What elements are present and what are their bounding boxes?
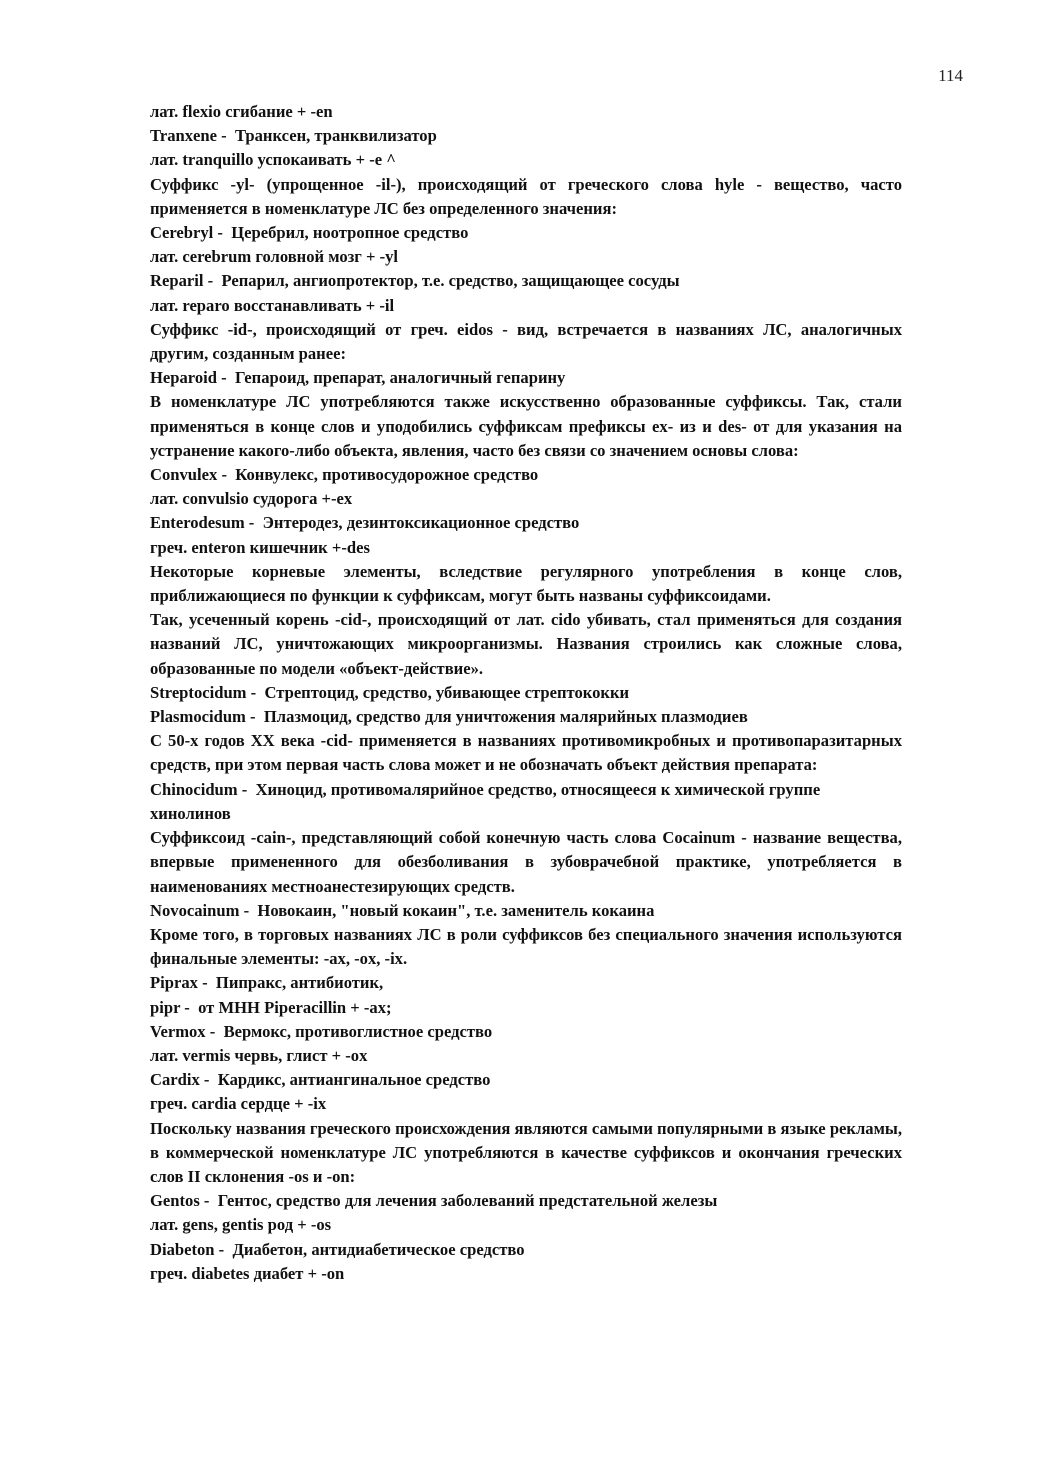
paragraph: Некоторые корневые элементы, вследствие регулярного употребления в конце слов, приближающиеся по функции к суффиксам, могут быть названы суффиксоидами. [150, 561, 902, 606]
drug-name: Enterodesum - [150, 513, 255, 533]
paragraph: С 50-х годов XX века -cid- применяется в названиях противомикробных и противопаразитарных средств, при этом первая часть слова может и не обозначать объект действия препарата: [150, 731, 902, 775]
page-number: 114 [938, 66, 963, 85]
drug-name: Chinocidum - [150, 779, 248, 799]
drug-name: Plasmocidum - [150, 707, 256, 727]
drug-name: Heparoid - [150, 368, 227, 388]
drug-description: Репарил, ангиопротектор, т.е. средство, защищающее сосуды [221, 271, 680, 291]
drug-description: Пипракс, антибиотик, [215, 973, 384, 993]
etymology-line: лат. reparo восстанавливать + -il [150, 295, 395, 315]
paragraph: Поскольку названия греческого происхождения являются самыми популярными в языке рекламы, в коммерческой номенклатуре ЛС употребляются в качестве суффиксов и окончания греческих слов II склонения -os и -on: [150, 1118, 902, 1186]
etymology-line: лат. flexio сгибание + -en [150, 102, 333, 121]
drug-entry [150, 705, 902, 729]
etymology-line: греч. enteron кишечник +-des [150, 537, 370, 557]
drug-description: Плазмоцид, средство для уничтожения малярийных плазмодиев [263, 707, 748, 727]
drug-name: Tranxene - [150, 126, 227, 146]
drug-entry [150, 1068, 902, 1092]
drug-name: Piprax - [150, 973, 208, 993]
paragraph: Кроме того, в торговых названиях ЛС в роли суффиксов без специального значения используются финальные элементы: -ax, -ox, -ix. [150, 924, 902, 969]
drug-description: Кардикс, антиангинальное средство [217, 1070, 491, 1090]
drug-description: Конвулекс, противосудорожное средство [235, 465, 539, 485]
paragraph: Суффиксоид -cain-, представляющий собой конечную часть слова Cocainum - название вещества, впервые примененного для обезболивания в зубоврачебной практике, употребляется в наименованиях местноанестезирующих средств. [150, 828, 902, 896]
drug-description: Стрептоцид, средство, убивающее стрептококки [264, 682, 630, 702]
drug-name: Novocainum - [150, 900, 250, 920]
page-content [150, 100, 902, 1286]
drug-description: Гентос, средство для лечения заболеваний предстательной железы [217, 1191, 718, 1211]
drug-entry [150, 681, 902, 705]
drug-name: Streptocidum - [150, 682, 257, 702]
etymology-line: греч. diabetes диабет + -on [150, 1263, 345, 1283]
drug-name: Gentos - [150, 1191, 210, 1211]
drug-entry [150, 1189, 902, 1213]
drug-description: Церебрил, ноотропное средство [231, 223, 469, 243]
paragraph: В номенклатуре ЛС употребляются также искусственно образованные суффиксы. Так, стали применяться в конце слов и уподобились суффиксам префиксы ex- из и des- от для указания на устранение какого-либо объекта, явления, часто без связи со значением основы слова: [150, 392, 902, 460]
drug-entry [150, 463, 902, 487]
drug-name: Diabeton - [150, 1239, 225, 1259]
drug-description: Гепароид, препарат, аналогичный гепарину [234, 368, 566, 388]
etymology-line: греч. cardia сердце + -ix [150, 1094, 327, 1114]
etymology-line: лат. cerebrum головной мозг + -yl [150, 247, 399, 267]
drug-description: Вермокс, противоглистное средство [223, 1021, 493, 1041]
paragraph: Суффикс -id-, происходящий от греч. eidos - вид, встречается в названиях ЛС, аналогичных другим, созданным ранее: [150, 319, 902, 364]
drug-entry [150, 366, 902, 390]
drug-entry [150, 778, 902, 826]
etymology-line: лат. gens, gentis род + -os [150, 1215, 332, 1235]
paragraph: Суффикс -yl- (упрощенное -il-), происходящий от греческого слова hyle - вещество, часто применяется в номенклатуре ЛС без определенного значения: [150, 174, 902, 218]
etymology-line: лат. convulsio судорога +-ex [150, 489, 353, 509]
drug-name: Reparil - [150, 271, 214, 291]
drug-description: Энтеродез, дезинтоксикационное средство [262, 513, 580, 533]
drug-description: Хиноцид, противомалярийное средство, относящееся к химической группе хинолинов [150, 779, 821, 823]
paragraph: Так, усеченный корень -cid-, происходящий от лат. cido убивать, стал применяться для создания названий ЛС, уничтожающих микроорганизмы. Названия строились как сложные слова, образованные по модели «объект-действие». [150, 610, 902, 678]
drug-entry [150, 899, 902, 923]
drug-name: Cerebryl - [150, 223, 223, 243]
drug-entry [150, 124, 902, 148]
etymology-line: лат. vermis червь, глист + -ox [150, 1045, 368, 1065]
drug-entry [150, 996, 902, 1020]
drug-name: Vermox - [150, 1021, 216, 1041]
drug-entry [150, 511, 902, 535]
drug-description: Транксен, транквилизатор [234, 126, 437, 146]
drug-description: Новокаин, "новый кокаин", т.е. заменитель кокаина [257, 900, 655, 920]
drug-entry [150, 1238, 902, 1262]
drug-name: pipr - [150, 997, 190, 1017]
drug-name: Cardix - [150, 1070, 210, 1090]
drug-entry [150, 221, 902, 245]
drug-entry [150, 269, 902, 293]
etymology-line: лат. tranquillo успокаивать + -е ^ [150, 150, 396, 170]
drug-name: Convulex - [150, 465, 227, 485]
drug-description: от МНН Piperacillin + -ax; [198, 997, 392, 1017]
drug-entry [150, 971, 902, 995]
drug-description: Диабетон, антидиабетическое средство [232, 1239, 525, 1259]
drug-entry [150, 1020, 902, 1044]
